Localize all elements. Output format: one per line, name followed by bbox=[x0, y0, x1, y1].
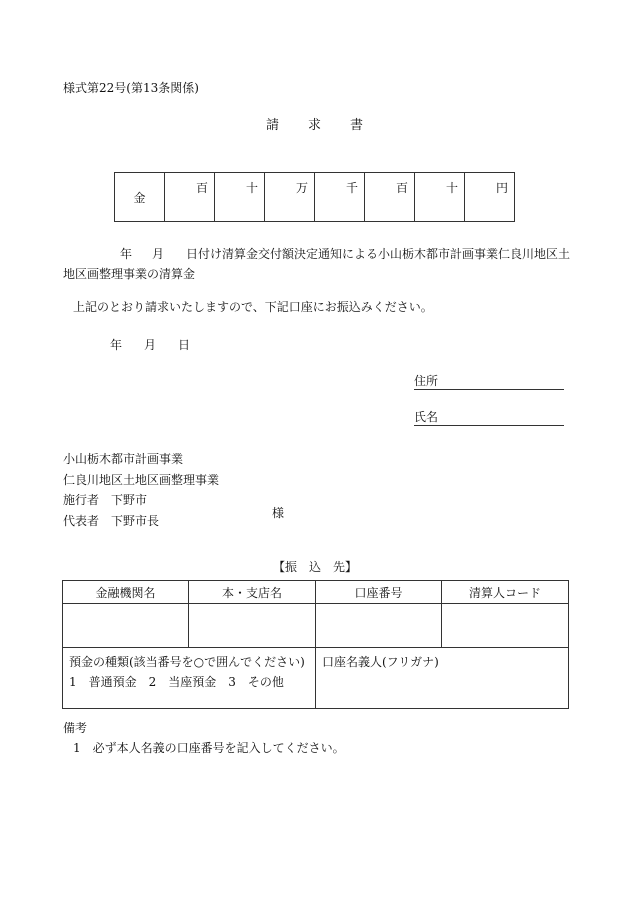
digit-label: 十 bbox=[445, 181, 458, 195]
address-label: 住所 bbox=[414, 374, 439, 388]
deposit-options: 1 普通預金 2 当座預金 3 その他 bbox=[69, 675, 284, 689]
amount-digit-cell[interactable] bbox=[465, 173, 515, 222]
deposit-type-label: 預金の種類(該当番号を○で囲んでください) bbox=[69, 655, 305, 669]
name-field[interactable] bbox=[414, 410, 564, 426]
title-char: 求 bbox=[307, 118, 322, 133]
digit-label: 万 bbox=[295, 181, 308, 195]
amount-digit-cell[interactable] bbox=[165, 173, 215, 222]
request-statement: 上記のとおり請求いたしますので、下記口座にお振込みください。 bbox=[73, 300, 433, 314]
bank-table bbox=[62, 580, 569, 709]
honorific: 様 bbox=[272, 506, 285, 520]
header-payee-code: 清算人コード bbox=[442, 581, 569, 604]
digit-label: 円 bbox=[495, 181, 508, 195]
header-bank-name: 金融機関名 bbox=[63, 581, 189, 604]
year-label: 年 bbox=[120, 247, 133, 261]
addressee-line: 仁良川地区土地区画整理事業 bbox=[63, 472, 220, 487]
remarks-item: 1 必ず本人名義の口座番号を記入してください。 bbox=[73, 741, 345, 755]
bank-title-char: 先】 bbox=[333, 560, 358, 574]
amount-digit-cell[interactable] bbox=[415, 173, 465, 222]
bank-name-input[interactable] bbox=[63, 604, 189, 648]
amount-table bbox=[114, 172, 515, 222]
amount-digit-cell[interactable] bbox=[215, 173, 265, 222]
date-year: 年 bbox=[110, 338, 123, 352]
form-number: 様式第22号(第13条関係) bbox=[63, 81, 199, 95]
name-label: 氏名 bbox=[414, 410, 439, 424]
digit-label: 百 bbox=[195, 181, 208, 195]
title-char: 書 bbox=[350, 118, 365, 133]
payee-code-input[interactable] bbox=[442, 604, 569, 648]
bank-title-char: 込 bbox=[308, 560, 321, 574]
addressee-line: 小山栃木都市計画事業 bbox=[63, 452, 184, 466]
date-field[interactable] bbox=[110, 338, 212, 352]
digit-label: 十 bbox=[245, 181, 258, 195]
amount-label: 金 bbox=[115, 173, 165, 222]
account-number-input[interactable] bbox=[316, 604, 442, 648]
account-holder-label: 口座名義人(フリガナ) bbox=[322, 655, 439, 669]
header-branch-name: 本・支店名 bbox=[189, 581, 316, 604]
date-day: 日 bbox=[178, 338, 191, 352]
addressee-line: 代表者 下野市長 bbox=[63, 513, 160, 528]
amount-digit-cell[interactable] bbox=[365, 173, 415, 222]
account-holder-cell[interactable] bbox=[316, 648, 569, 709]
digit-label: 百 bbox=[395, 181, 408, 195]
branch-name-input[interactable] bbox=[189, 604, 316, 648]
remarks-label: 備考 bbox=[63, 721, 88, 735]
paragraph-text: 日付け清算金交付額決定通知による小山栃木都市計画事業仁良川地区土地区画整理事業の清算金 bbox=[63, 247, 571, 281]
amount-digit-cell[interactable] bbox=[265, 173, 315, 222]
addressee-line: 施行者 下野市 bbox=[63, 493, 148, 507]
header-account-number: 口座番号 bbox=[316, 581, 442, 604]
digit-label: 千 bbox=[345, 181, 358, 195]
title-char: 請 bbox=[265, 118, 280, 133]
date-month: 月 bbox=[144, 338, 157, 352]
bank-title-char: 【振 bbox=[272, 560, 297, 574]
amount-digit-cell[interactable] bbox=[315, 173, 365, 222]
bank-section-title bbox=[0, 560, 630, 574]
deposit-type-cell[interactable] bbox=[63, 648, 316, 709]
request-paragraph bbox=[63, 244, 573, 284]
document-title bbox=[0, 119, 630, 133]
addressee-block bbox=[63, 449, 219, 531]
address-field[interactable] bbox=[414, 374, 564, 390]
month-label: 月 bbox=[152, 247, 165, 261]
